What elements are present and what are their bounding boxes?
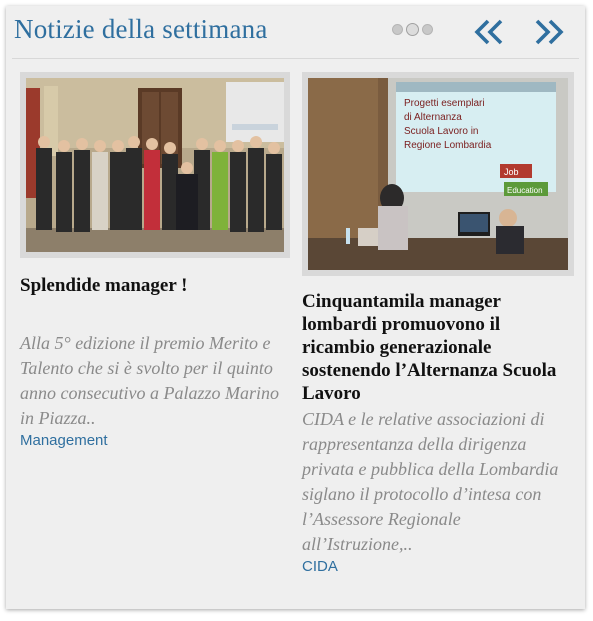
slide-line-4: Regione Lombardia: [404, 140, 492, 151]
article-2-image[interactable]: [302, 72, 574, 276]
pagination-dot-1[interactable]: [392, 24, 403, 35]
conference-photo-image: [308, 78, 568, 270]
news-widget: [6, 6, 585, 609]
pagination-dot-3[interactable]: [422, 24, 433, 35]
slide-line-3: Scuola Lavoro in: [404, 126, 479, 137]
widget-header: [6, 6, 585, 58]
next-button[interactable]: [532, 16, 566, 48]
article-2-excerpt: CIDA e le relative associazioni di rappresentanza della dirigenza privata e pubblica della Lombardia siglano il protocollo d’intesa con l’Assessore Regionale all’Istruzione,..: [302, 409, 559, 554]
header-divider: [12, 58, 579, 59]
article-card-1: [20, 72, 290, 451]
slide-tag-job: Job: [504, 167, 519, 177]
pagination-dot-2[interactable]: [406, 23, 419, 36]
article-1-category-link[interactable]: Management: [20, 432, 108, 449]
article-1-image[interactable]: [20, 72, 290, 258]
article-2-title[interactable]: Cinquantamila manager lombardi promuovono il ricambio generazionale sostenendo l’Alternanza Scuola Lavoro: [302, 291, 557, 404]
double-chevron-left-icon: [472, 16, 506, 48]
group-photo-image: [26, 78, 284, 252]
article-1-title[interactable]: Splendide manager !: [20, 275, 188, 296]
article-card-2: [302, 72, 572, 577]
slide-line-2: di Alternanza: [404, 112, 462, 123]
pagination-dots: [392, 24, 433, 36]
article-2-category-link[interactable]: CIDA: [302, 558, 338, 575]
slide-line-1: Progetti esemplari: [404, 98, 485, 109]
article-1-excerpt: Alla 5° edizione il premio Merito e Talento che si è svolto per il quinto anno consecutivo a Palazzo Marino in Piazza..: [20, 333, 279, 428]
double-chevron-right-icon: [532, 16, 566, 48]
previous-button[interactable]: [472, 16, 506, 48]
widget-title: Notizie della settimana: [14, 14, 268, 44]
slide-tag-education: Education: [507, 186, 543, 195]
